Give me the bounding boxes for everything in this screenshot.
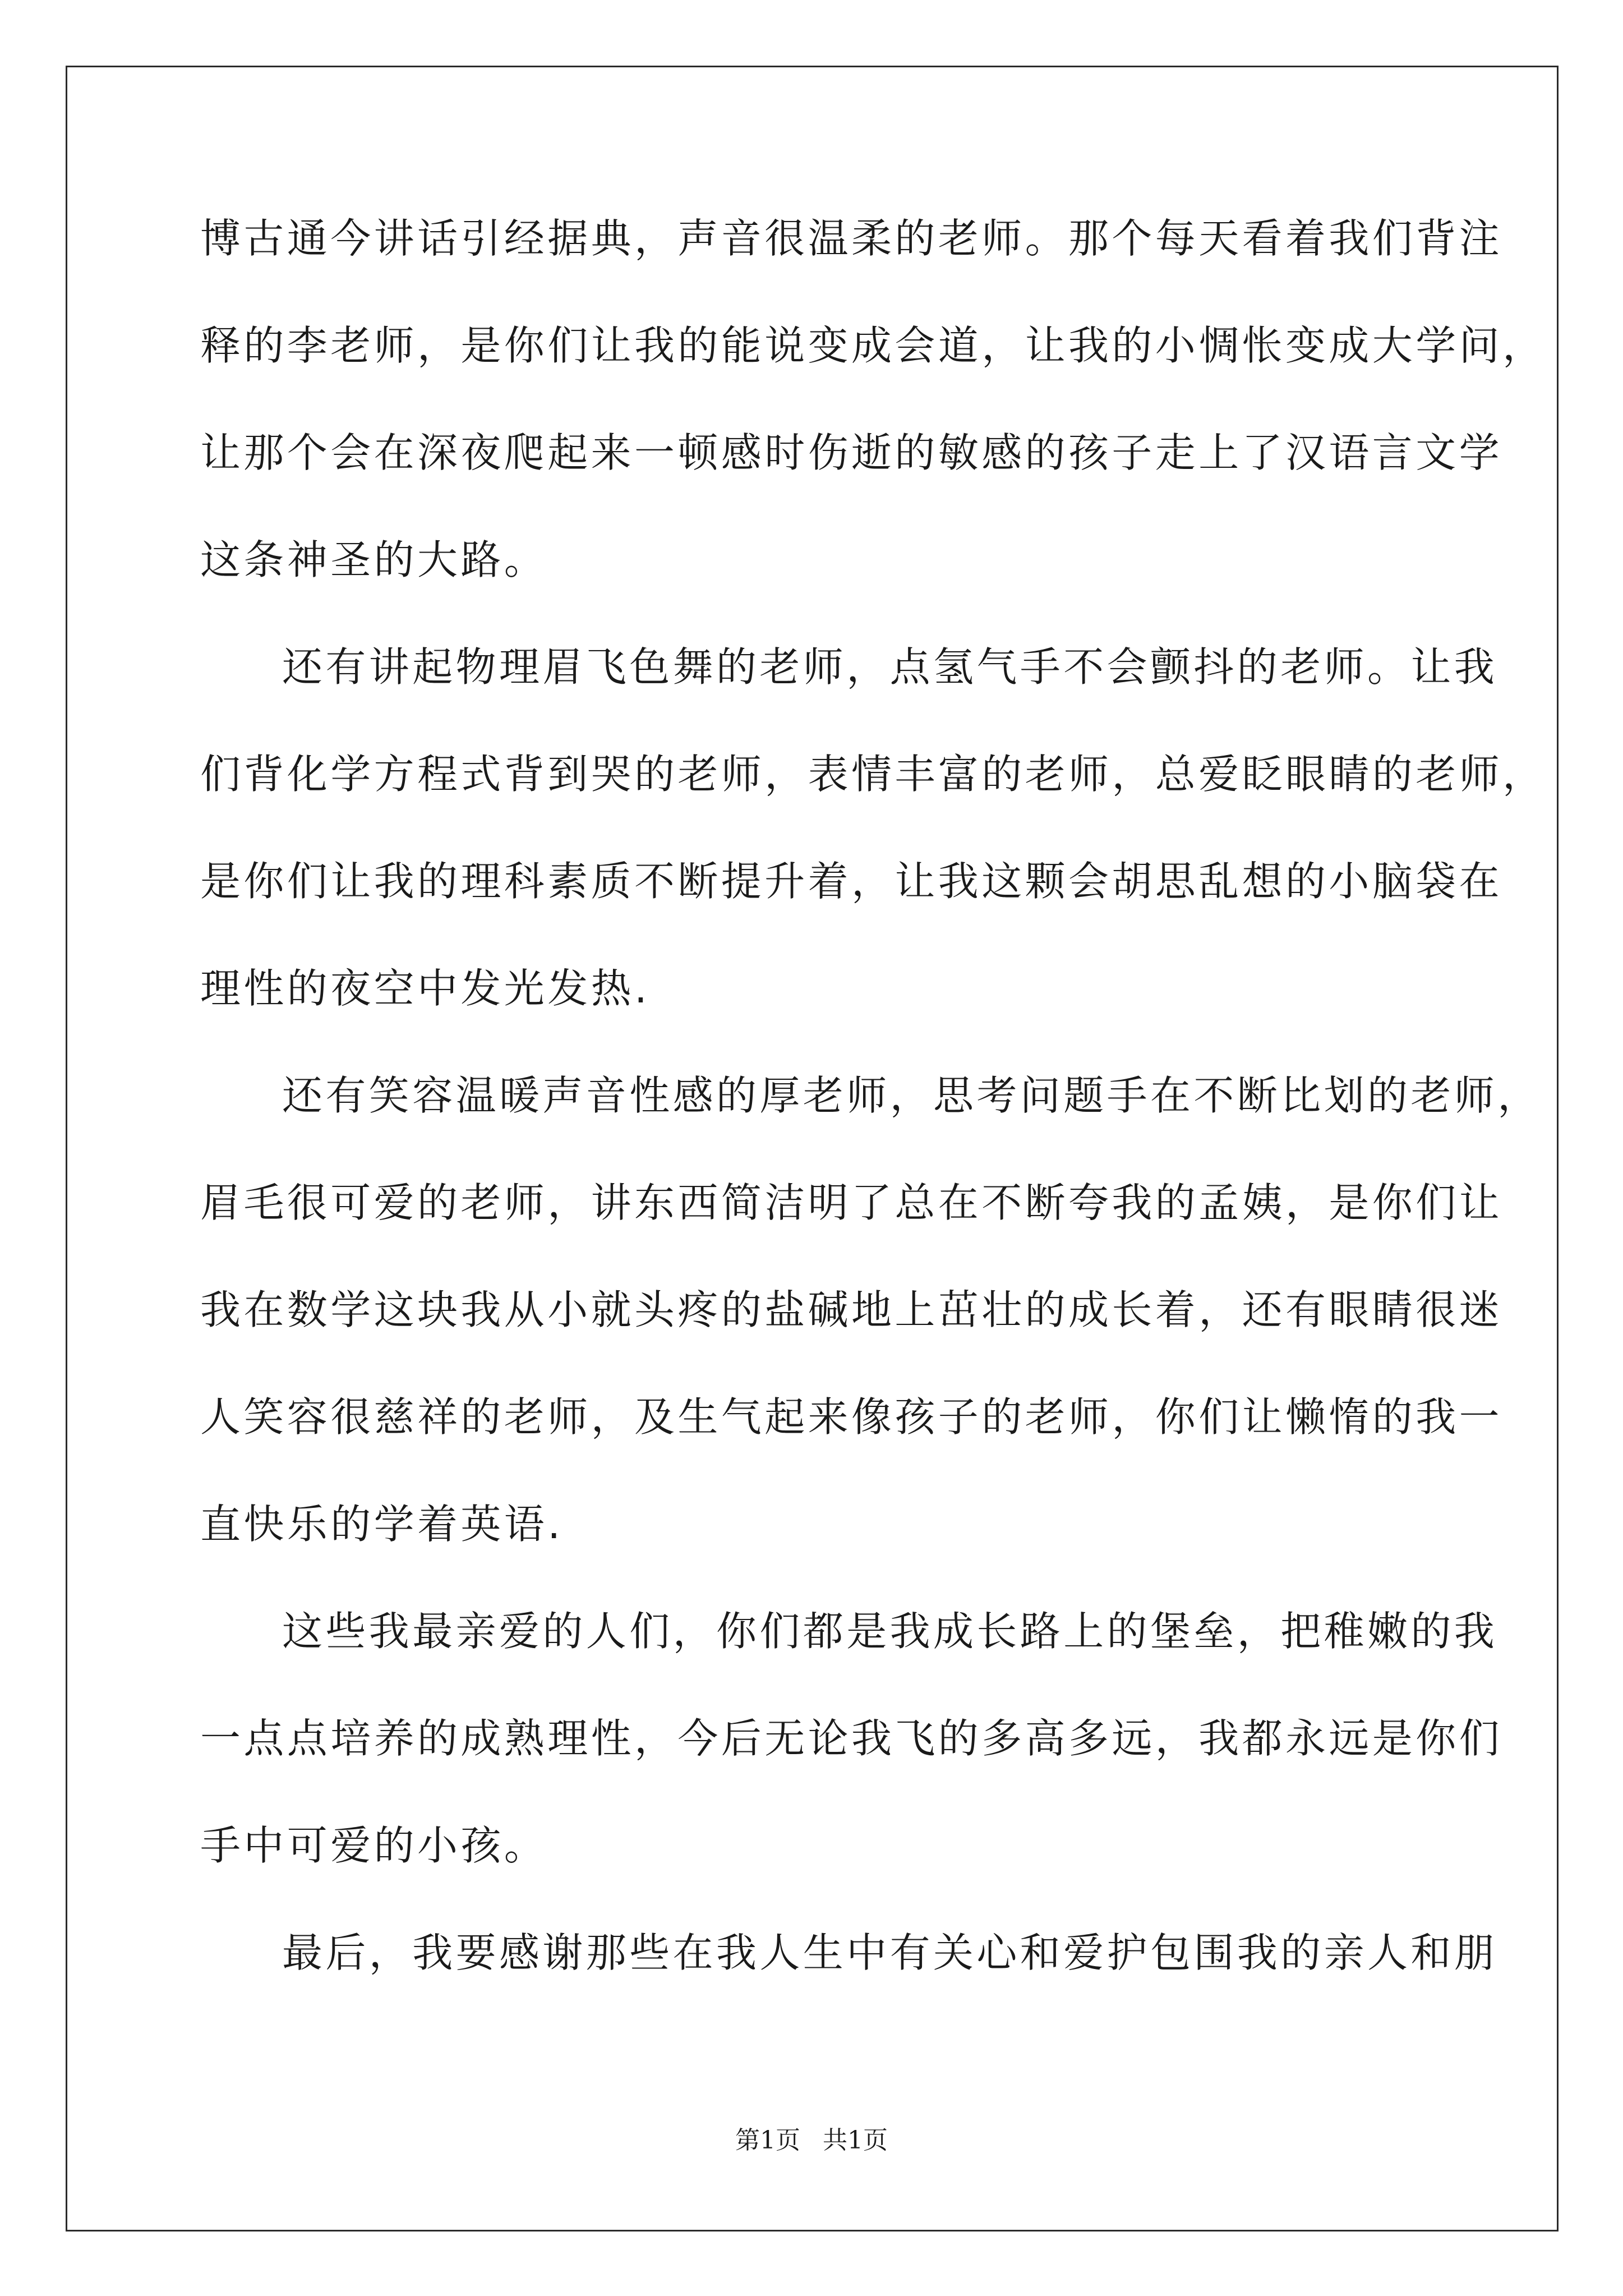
- text-line: 我在数学这块我从小就头疼的盐碱地上茁壮的成长着，还有眼睛很迷: [200, 1286, 1503, 1333]
- text-line: 博古通今讲话引经据典，声音很温柔的老师。那个每天看着我们背注: [200, 215, 1503, 262]
- page-footer: [0, 2125, 1623, 2156]
- text-line: 直快乐的学着英语.: [200, 1501, 564, 1548]
- text-line: 理性的夜空中发光发热.: [200, 965, 651, 1012]
- text-line: 还有笑容温暖声音性感的厚老师，思考问题手在不断比划的老师，: [282, 1072, 1541, 1119]
- text-line: 们背化学方程式背到哭的老师，表情丰富的老师，总爱眨眼睛的老师，: [200, 751, 1546, 798]
- text-line: 是你们让我的理科素质不断提升着，让我这颗会胡思乱想的小脑袋在: [200, 858, 1503, 905]
- page-total: 共1页: [823, 2126, 888, 2155]
- page-number: 第1页: [735, 2126, 800, 2155]
- text-line: 眉毛很可爱的老师，讲东西简洁明了总在不断夸我的孟姨，是你们让: [200, 1179, 1503, 1226]
- text-line: 手中可爱的小孩。: [200, 1822, 548, 1869]
- text-line: 人笑容很慈祥的老师，及生气起来像孩子的老师，你们让懒惰的我一: [200, 1393, 1503, 1441]
- document-body: [200, 212, 1546, 2033]
- text-line: 还有讲起物理眉飞色舞的老师，点氢气手不会颤抖的老师。让我: [282, 643, 1498, 691]
- text-line: 这些我最亲爱的人们，你们都是我成长路上的堡垒，把稚嫩的我: [282, 1608, 1498, 1655]
- text-line: 这条神圣的大路。: [200, 536, 548, 583]
- text-line: 释的李老师，是你们让我的能说变成会道，让我的小惆怅变成大学问，: [200, 322, 1546, 369]
- text-line: 一点点培养的成熟理性，今后无论我飞的多高多远，我都永远是你们: [200, 1715, 1503, 1762]
- text-line: 最后，我要感谢那些在我人生中有关心和爱护包围我的亲人和朋: [282, 1929, 1498, 1976]
- text-line: 让那个会在深夜爬起来一顿感时伤逝的敏感的孩子走上了汉语言文学: [200, 429, 1503, 476]
